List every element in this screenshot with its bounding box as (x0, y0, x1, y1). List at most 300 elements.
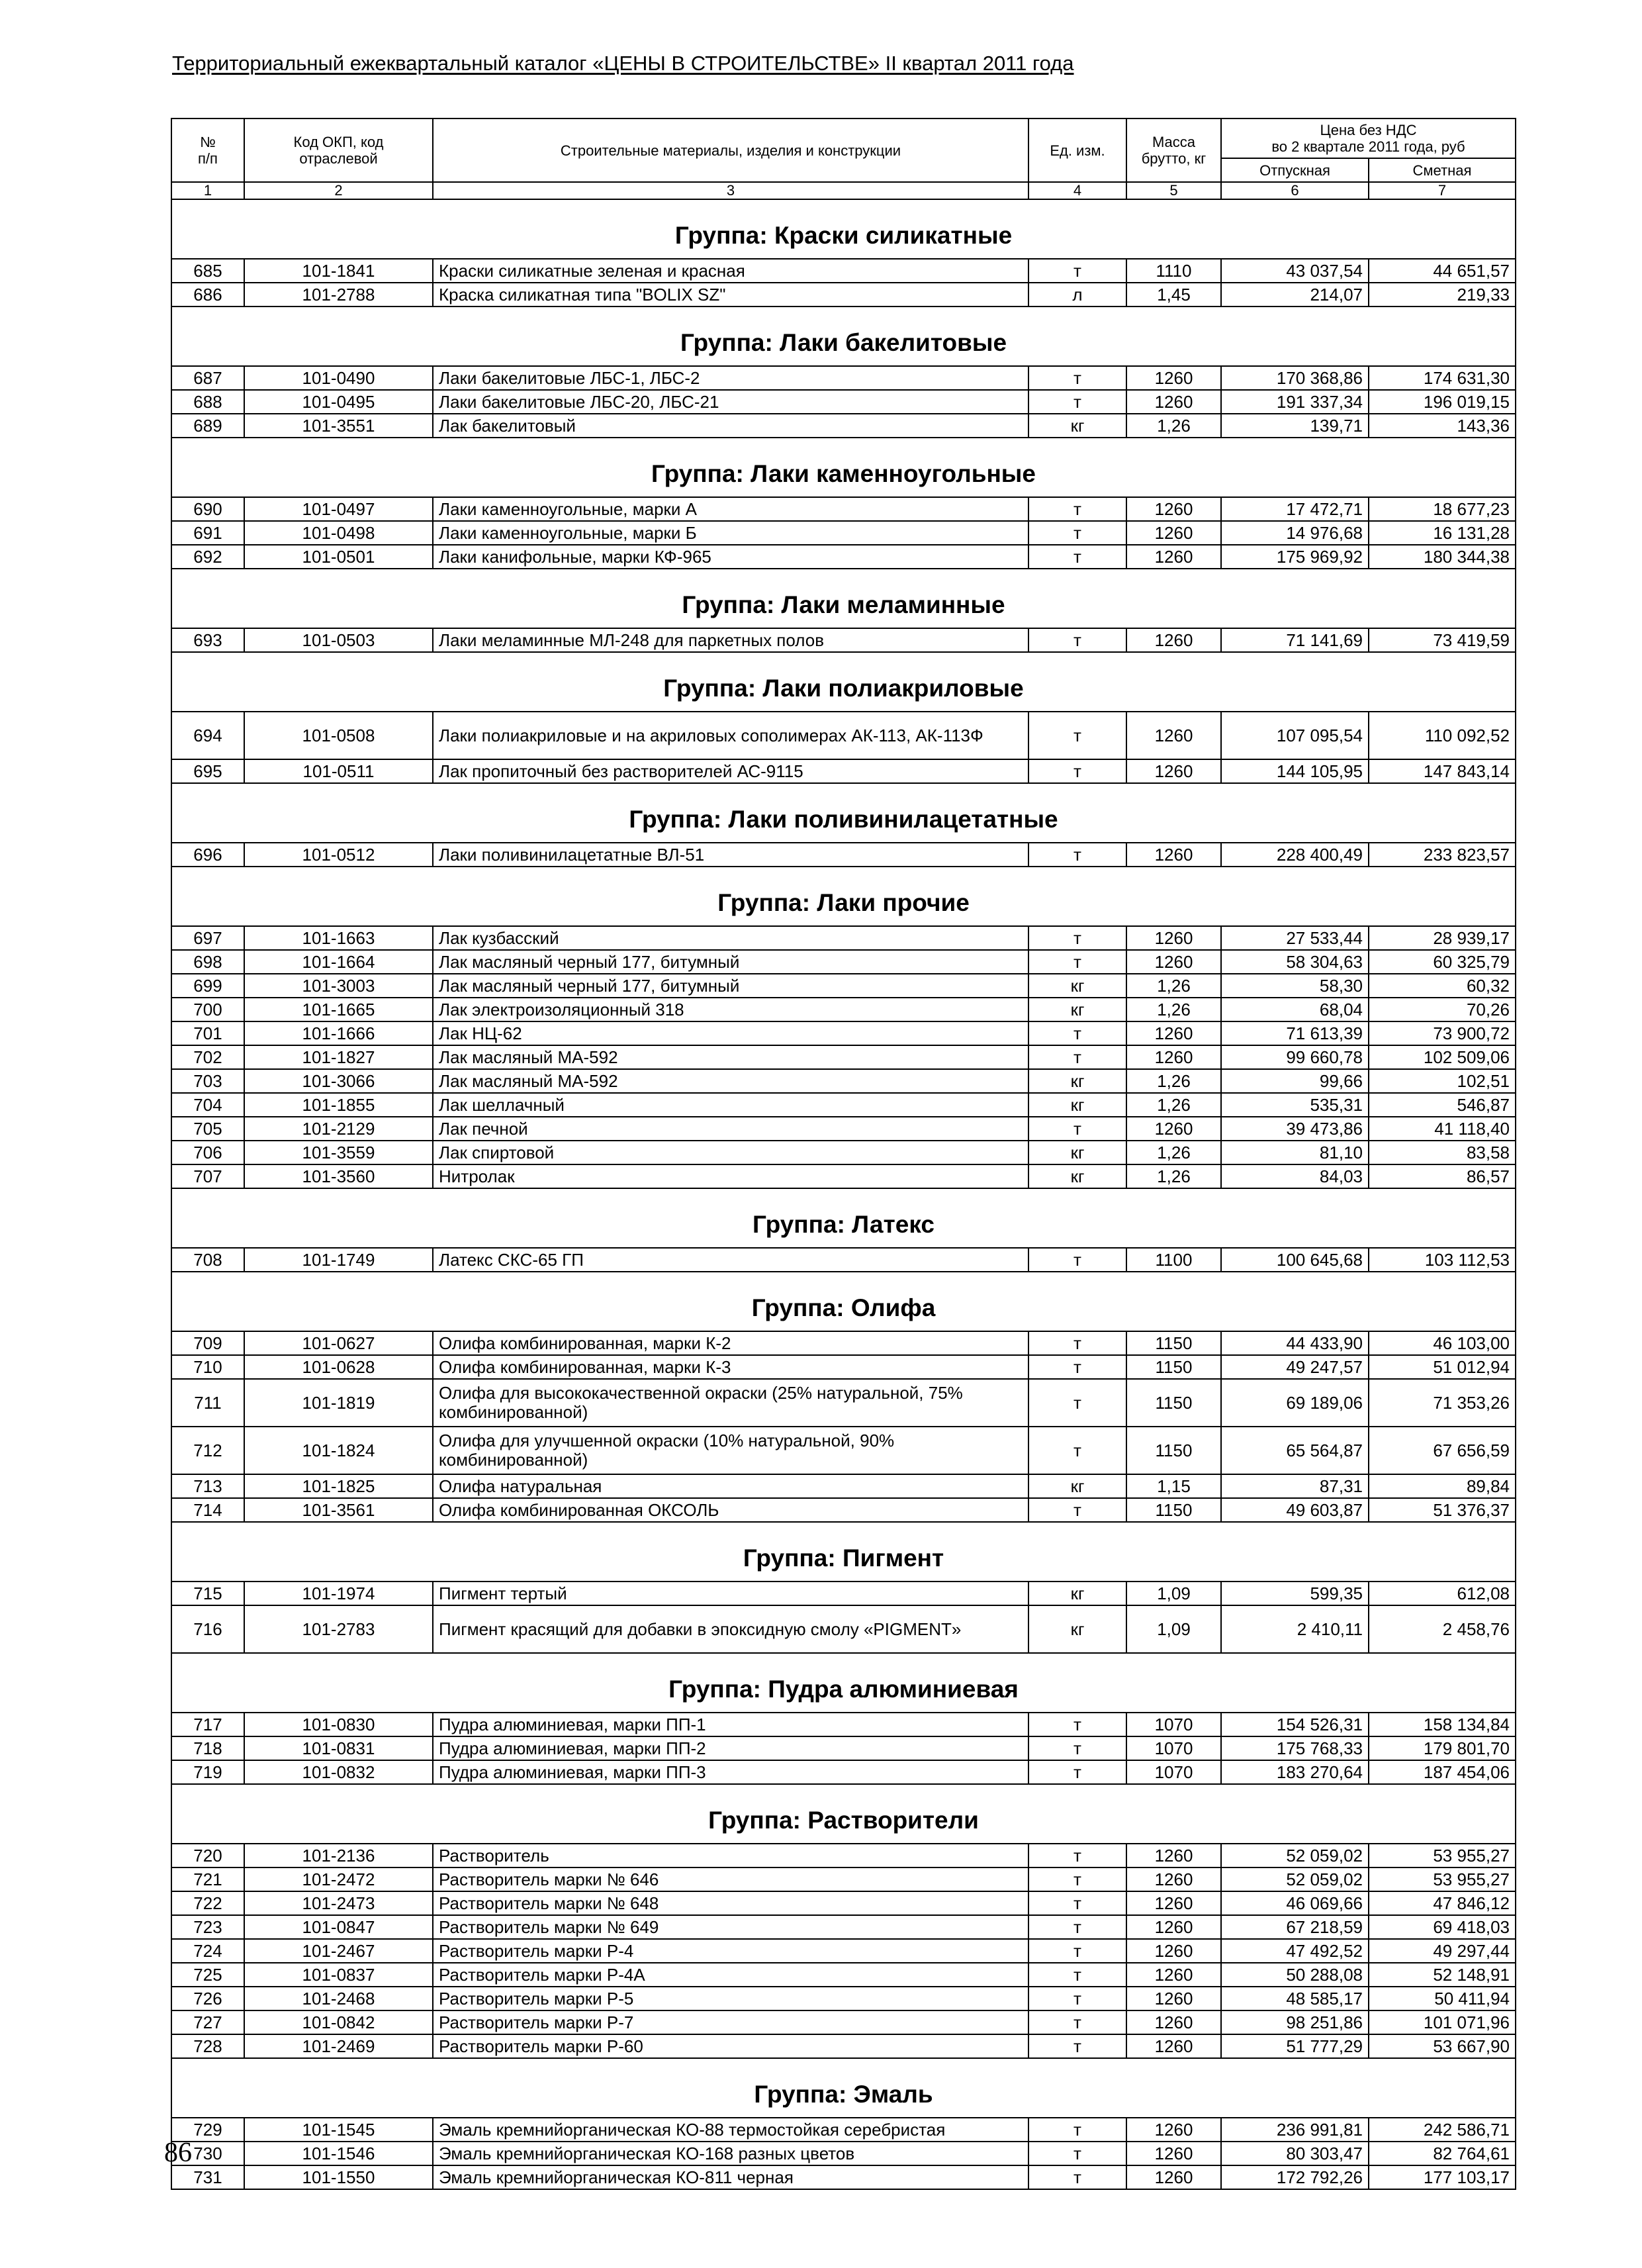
unit: т (1028, 1355, 1126, 1379)
estimate-price: 53 955,27 (1369, 1867, 1516, 1891)
estimate-price: 16 131,28 (1369, 521, 1516, 545)
table-row (171, 950, 1516, 974)
release-price: 48 585,17 (1221, 1987, 1369, 2010)
estimate-price: 110 092,52 (1369, 712, 1516, 759)
estimate-price: 177 103,17 (1369, 2165, 1516, 2189)
unit: т (1028, 1248, 1126, 1272)
row-number: 707 (171, 1164, 244, 1188)
unit: т (1028, 712, 1126, 759)
release-price: 99 660,78 (1221, 1045, 1369, 1069)
okp-code: 101-1824 (244, 1427, 433, 1474)
material-name: Лак масляный МА-592 (433, 1069, 1028, 1093)
row-number: 691 (171, 521, 244, 545)
row-number: 714 (171, 1498, 244, 1522)
group-row (171, 199, 1516, 259)
group-row (171, 1784, 1516, 1844)
unit: т (1028, 1021, 1126, 1045)
mass-gross: 1,26 (1126, 998, 1221, 1021)
estimate-price: 73 900,72 (1369, 1021, 1516, 1045)
table-row (171, 1867, 1516, 1891)
mass-gross: 1260 (1126, 1045, 1221, 1069)
table-row (171, 414, 1516, 438)
estimate-price: 50 411,94 (1369, 1987, 1516, 2010)
estimate-price: 83,58 (1369, 1141, 1516, 1164)
mass-gross: 1260 (1126, 2118, 1221, 2142)
material-name: Краски силикатные зеленая и красная (433, 259, 1028, 283)
release-price: 535,31 (1221, 1093, 1369, 1117)
okp-code: 101-3066 (244, 1069, 433, 1093)
row-number: 701 (171, 1021, 244, 1045)
row-number: 705 (171, 1117, 244, 1141)
row-number: 687 (171, 366, 244, 390)
row-number: 708 (171, 1248, 244, 1272)
unit: кг (1028, 998, 1126, 1021)
release-price: 46 069,66 (1221, 1891, 1369, 1915)
mass-gross: 1260 (1126, 497, 1221, 521)
table-row (171, 1939, 1516, 1963)
row-number: 699 (171, 974, 244, 998)
material-name: Лаки полиакриловые и на акриловых сополимерах АК-113, АК-113Ф (433, 712, 1028, 759)
estimate-price: 158 134,84 (1369, 1713, 1516, 1736)
release-price: 107 095,54 (1221, 712, 1369, 759)
okp-code: 101-0497 (244, 497, 433, 521)
release-price: 87,31 (1221, 1474, 1369, 1498)
table-row (171, 1474, 1516, 1498)
estimate-price: 73 419,59 (1369, 628, 1516, 652)
estimate-price: 47 846,12 (1369, 1891, 1516, 1915)
table-row (171, 1093, 1516, 1117)
unit: кг (1028, 1141, 1126, 1164)
mass-gross: 1260 (1126, 1891, 1221, 1915)
row-number: 722 (171, 1891, 244, 1915)
table-row (171, 1605, 1516, 1653)
estimate-price: 147 843,14 (1369, 759, 1516, 783)
okp-code: 101-2468 (244, 1987, 433, 2010)
row-number: 688 (171, 390, 244, 414)
row-number: 712 (171, 1427, 244, 1474)
unit: т (1028, 1427, 1126, 1474)
mass-gross: 1100 (1126, 1248, 1221, 1272)
unit: т (1028, 1117, 1126, 1141)
estimate-price: 71 353,26 (1369, 1379, 1516, 1427)
group-title: Группа: Латекс (171, 1188, 1516, 1248)
okp-code: 101-2467 (244, 1939, 433, 1963)
material-name: Эмаль кремнийорганическая КО-811 черная (433, 2165, 1028, 2189)
estimate-price: 102,51 (1369, 1069, 1516, 1093)
okp-code: 101-1545 (244, 2118, 433, 2142)
table-row (171, 1141, 1516, 1164)
estimate-price: 69 418,03 (1369, 1915, 1516, 1939)
material-name: Растворитель марки Р-7 (433, 2010, 1028, 2034)
header-name: Строительные материалы, изделия и конструкции (433, 118, 1028, 182)
table-row (171, 1117, 1516, 1141)
mass-gross: 1,26 (1126, 414, 1221, 438)
okp-code: 101-3561 (244, 1498, 433, 1522)
group-title: Группа: Лаки прочие (171, 867, 1516, 926)
material-name: Лаки бакелитовые ЛБС-20, ЛБС-21 (433, 390, 1028, 414)
release-price: 98 251,86 (1221, 2010, 1369, 2034)
row-number: 686 (171, 283, 244, 307)
table-row (171, 1963, 1516, 1987)
row-number: 727 (171, 2010, 244, 2034)
mass-gross: 1150 (1126, 1355, 1221, 1379)
table-row (171, 1713, 1516, 1736)
okp-code: 101-0501 (244, 545, 433, 569)
material-name: Лак электроизоляционный 318 (433, 998, 1028, 1021)
mass-gross: 1260 (1126, 2165, 1221, 2189)
okp-code: 101-0508 (244, 712, 433, 759)
mass-gross: 1260 (1126, 366, 1221, 390)
estimate-price: 219,33 (1369, 283, 1516, 307)
row-number: 704 (171, 1093, 244, 1117)
material-name: Олифа комбинированная ОКСОЛЬ (433, 1498, 1028, 1522)
header-mass: Масса брутто, кг (1126, 118, 1221, 182)
table-row (171, 521, 1516, 545)
material-name: Растворитель марки Р-4 (433, 1939, 1028, 1963)
row-number: 729 (171, 2118, 244, 2142)
release-price: 58 304,63 (1221, 950, 1369, 974)
okp-code: 101-2473 (244, 1891, 433, 1915)
row-number: 709 (171, 1331, 244, 1355)
table-row (171, 2118, 1516, 2142)
table-row (171, 1736, 1516, 1760)
mass-gross: 1260 (1126, 1939, 1221, 1963)
group-title: Группа: Пигмент (171, 1522, 1516, 1582)
row-number: 703 (171, 1069, 244, 1093)
release-price: 43 037,54 (1221, 259, 1369, 283)
unit: т (1028, 259, 1126, 283)
material-name: Краска силикатная типа "BOLIX SZ" (433, 283, 1028, 307)
unit: т (1028, 497, 1126, 521)
okp-code: 101-0503 (244, 628, 433, 652)
header-code: Код ОКП, код отраслевой (244, 118, 433, 182)
unit: л (1028, 283, 1126, 307)
mass-gross: 1070 (1126, 1760, 1221, 1784)
material-name: Растворитель марки Р-4А (433, 1963, 1028, 1987)
material-name: Лаки меламинные МЛ-248 для паркетных полов (433, 628, 1028, 652)
material-name: Олифа для улучшенной окраски (10% натуральной, 90% комбинированной) (433, 1427, 1028, 1474)
unit: т (1028, 390, 1126, 414)
release-price: 14 976,68 (1221, 521, 1369, 545)
estimate-price: 53 955,27 (1369, 1844, 1516, 1867)
row-number: 690 (171, 497, 244, 521)
material-name: Лаки поливинилацетатные ВЛ-51 (433, 843, 1028, 867)
estimate-price: 2 458,76 (1369, 1605, 1516, 1653)
mass-gross: 1150 (1126, 1498, 1221, 1522)
okp-code: 101-0842 (244, 2010, 433, 2034)
group-row (171, 783, 1516, 843)
material-name: Растворитель марки Р-60 (433, 2034, 1028, 2058)
table-header (171, 118, 1516, 199)
okp-code: 101-2136 (244, 1844, 433, 1867)
estimate-price: 52 148,91 (1369, 1963, 1516, 1987)
table-row (171, 1760, 1516, 1784)
release-price: 17 472,71 (1221, 497, 1369, 521)
release-price: 99,66 (1221, 1069, 1369, 1093)
estimate-price: 546,87 (1369, 1093, 1516, 1117)
table-row (171, 2142, 1516, 2165)
table-row (171, 1891, 1516, 1915)
mass-gross: 1,26 (1126, 974, 1221, 998)
release-price: 52 059,02 (1221, 1867, 1369, 1891)
table-row (171, 390, 1516, 414)
estimate-price: 67 656,59 (1369, 1427, 1516, 1474)
table-body (171, 199, 1516, 2189)
group-row (171, 569, 1516, 628)
unit: т (1028, 1939, 1126, 1963)
row-number: 721 (171, 1867, 244, 1891)
group-row (171, 2058, 1516, 2118)
group-row (171, 867, 1516, 926)
row-number: 725 (171, 1963, 244, 1987)
estimate-price: 49 297,44 (1369, 1939, 1516, 1963)
unit: т (1028, 545, 1126, 569)
page-number: 86 (164, 2138, 192, 2168)
estimate-price: 82 764,61 (1369, 2142, 1516, 2165)
column-number: 3 (433, 182, 1028, 199)
okp-code: 101-0495 (244, 390, 433, 414)
group-title: Группа: Краски силикатные (171, 199, 1516, 259)
group-row (171, 307, 1516, 366)
material-name: Лак масляный черный 177, битумный (433, 974, 1028, 998)
release-price: 84,03 (1221, 1164, 1369, 1188)
okp-code: 101-0490 (244, 366, 433, 390)
release-price: 68,04 (1221, 998, 1369, 1021)
unit: т (1028, 2010, 1126, 2034)
table-row (171, 1582, 1516, 1605)
release-price: 71 613,39 (1221, 1021, 1369, 1045)
material-name: Пигмент красящий для добавки в эпоксидную смолу «PIGMENT» (433, 1605, 1028, 1653)
material-name: Олифа натуральная (433, 1474, 1028, 1498)
header-unit: Ед. изм. (1028, 118, 1126, 182)
unit: т (1028, 1045, 1126, 1069)
material-name: Растворитель марки № 646 (433, 1867, 1028, 1891)
release-price: 214,07 (1221, 283, 1369, 307)
unit: кг (1028, 1582, 1126, 1605)
unit: т (1028, 366, 1126, 390)
release-price: 27 533,44 (1221, 926, 1369, 950)
mass-gross: 1260 (1126, 2034, 1221, 2058)
okp-code: 101-2783 (244, 1605, 433, 1653)
material-name: Лаки канифольные, марки КФ-965 (433, 545, 1028, 569)
table-row (171, 283, 1516, 307)
row-number: 717 (171, 1713, 244, 1736)
unit: т (1028, 1331, 1126, 1355)
group-title: Группа: Пудра алюминиевая (171, 1653, 1516, 1713)
okp-code: 101-0832 (244, 1760, 433, 1784)
material-name: Лак кузбасский (433, 926, 1028, 950)
group-title: Группа: Лаки каменноугольные (171, 438, 1516, 497)
material-name: Олифа комбинированная, марки К-3 (433, 1355, 1028, 1379)
release-price: 175 969,92 (1221, 545, 1369, 569)
unit: т (1028, 2142, 1126, 2165)
material-name: Лак масляный черный 177, битумный (433, 950, 1028, 974)
material-name: Пудра алюминиевая, марки ПП-1 (433, 1713, 1028, 1736)
material-name: Нитролак (433, 1164, 1028, 1188)
row-number: 698 (171, 950, 244, 974)
mass-gross: 1260 (1126, 843, 1221, 867)
release-price: 599,35 (1221, 1582, 1369, 1605)
release-price: 49 603,87 (1221, 1498, 1369, 1522)
material-name: Лак печной (433, 1117, 1028, 1141)
table-row (171, 974, 1516, 998)
group-row (171, 438, 1516, 497)
material-name: Эмаль кремнийорганическая КО-88 термостойкая серебристая (433, 2118, 1028, 2142)
mass-gross: 1150 (1126, 1379, 1221, 1427)
material-name: Лак бакелитовый (433, 414, 1028, 438)
estimate-price: 233 823,57 (1369, 843, 1516, 867)
okp-code: 101-0628 (244, 1355, 433, 1379)
mass-gross: 1150 (1126, 1331, 1221, 1355)
mass-gross: 1070 (1126, 1713, 1221, 1736)
release-price: 191 337,34 (1221, 390, 1369, 414)
unit: т (1028, 1963, 1126, 1987)
unit: т (1028, 2165, 1126, 2189)
table-row (171, 1844, 1516, 1867)
row-number: 689 (171, 414, 244, 438)
row-number: 728 (171, 2034, 244, 2058)
mass-gross: 1260 (1126, 1867, 1221, 1891)
material-name: Растворитель марки № 649 (433, 1915, 1028, 1939)
row-number: 706 (171, 1141, 244, 1164)
column-number: 4 (1028, 182, 1126, 199)
estimate-price: 612,08 (1369, 1582, 1516, 1605)
mass-gross: 1260 (1126, 1844, 1221, 1867)
unit: т (1028, 521, 1126, 545)
table-row (171, 1069, 1516, 1093)
mass-gross: 1070 (1126, 1736, 1221, 1760)
material-name: Пигмент тертый (433, 1582, 1028, 1605)
okp-code: 101-1546 (244, 2142, 433, 2165)
column-number: 5 (1126, 182, 1221, 199)
group-title: Группа: Растворители (171, 1784, 1516, 1844)
table-row (171, 759, 1516, 783)
okp-code: 101-1749 (244, 1248, 433, 1272)
okp-code: 101-1819 (244, 1379, 433, 1427)
mass-gross: 1,09 (1126, 1605, 1221, 1653)
material-name: Лак пропиточный без растворителей АС-9115 (433, 759, 1028, 783)
unit: т (1028, 1987, 1126, 2010)
unit: т (1028, 1736, 1126, 1760)
release-price: 71 141,69 (1221, 628, 1369, 652)
release-price: 172 792,26 (1221, 2165, 1369, 2189)
group-title: Группа: Лаки полиакриловые (171, 652, 1516, 712)
group-row (171, 1653, 1516, 1713)
mass-gross: 1260 (1126, 390, 1221, 414)
release-price: 144 105,95 (1221, 759, 1369, 783)
estimate-price: 89,84 (1369, 1474, 1516, 1498)
group-row (171, 1272, 1516, 1331)
row-number: 724 (171, 1939, 244, 1963)
release-price: 67 218,59 (1221, 1915, 1369, 1939)
mass-gross: 1,45 (1126, 283, 1221, 307)
table-row (171, 1248, 1516, 1272)
release-price: 50 288,08 (1221, 1963, 1369, 1987)
mass-gross: 1,26 (1126, 1141, 1221, 1164)
table-row (171, 2034, 1516, 2058)
table-row (171, 2010, 1516, 2034)
price-table (171, 118, 1516, 2190)
material-name: Лак шеллачный (433, 1093, 1028, 1117)
okp-code: 101-1841 (244, 259, 433, 283)
material-name: Растворитель (433, 1844, 1028, 1867)
okp-code: 101-2469 (244, 2034, 433, 2058)
table-row (171, 2165, 1516, 2189)
estimate-price: 180 344,38 (1369, 545, 1516, 569)
unit: т (1028, 759, 1126, 783)
group-title: Группа: Лаки поливинилацетатные (171, 783, 1516, 843)
material-name: Лак масляный МА-592 (433, 1045, 1028, 1069)
release-price: 175 768,33 (1221, 1736, 1369, 1760)
estimate-price: 101 071,96 (1369, 2010, 1516, 2034)
page-title: Территориальный ежеквартальный каталог «ЦЕНЫ В СТРОИТЕЛЬСТВЕ» II квартал 2011 года (172, 52, 1074, 75)
okp-code: 101-3551 (244, 414, 433, 438)
mass-gross: 1260 (1126, 1117, 1221, 1141)
okp-code: 101-0511 (244, 759, 433, 783)
unit: т (1028, 628, 1126, 652)
unit: т (1028, 950, 1126, 974)
column-numbers-row (171, 182, 1516, 199)
release-price: 228 400,49 (1221, 843, 1369, 867)
mass-gross: 1260 (1126, 712, 1221, 759)
row-number: 692 (171, 545, 244, 569)
estimate-price: 196 019,15 (1369, 390, 1516, 414)
mass-gross: 1260 (1126, 1963, 1221, 1987)
unit: кг (1028, 974, 1126, 998)
estimate-price: 86,57 (1369, 1164, 1516, 1188)
row-number: 710 (171, 1355, 244, 1379)
group-row (171, 1188, 1516, 1248)
okp-code: 101-1666 (244, 1021, 433, 1045)
column-number: 6 (1221, 182, 1369, 199)
row-number: 694 (171, 712, 244, 759)
estimate-price: 174 631,30 (1369, 366, 1516, 390)
unit: т (1028, 1713, 1126, 1736)
row-number: 713 (171, 1474, 244, 1498)
release-price: 183 270,64 (1221, 1760, 1369, 1784)
estimate-price: 53 667,90 (1369, 2034, 1516, 2058)
release-price: 81,10 (1221, 1141, 1369, 1164)
mass-gross: 1150 (1126, 1427, 1221, 1474)
unit: кг (1028, 1605, 1126, 1653)
unit: т (1028, 1760, 1126, 1784)
estimate-price: 70,26 (1369, 998, 1516, 1021)
row-number: 726 (171, 1987, 244, 2010)
okp-code: 101-0847 (244, 1915, 433, 1939)
mass-gross: 1260 (1126, 950, 1221, 974)
release-price: 39 473,86 (1221, 1117, 1369, 1141)
row-number: 716 (171, 1605, 244, 1653)
table-row (171, 545, 1516, 569)
row-number: 731 (171, 2165, 244, 2189)
release-price: 2 410,11 (1221, 1605, 1369, 1653)
header-num: № п/п (171, 118, 244, 182)
okp-code: 101-3559 (244, 1141, 433, 1164)
table-row (171, 926, 1516, 950)
unit: кг (1028, 1474, 1126, 1498)
row-number: 695 (171, 759, 244, 783)
mass-gross: 1,26 (1126, 1093, 1221, 1117)
estimate-price: 18 677,23 (1369, 497, 1516, 521)
row-number: 711 (171, 1379, 244, 1427)
release-price: 236 991,81 (1221, 2118, 1369, 2142)
material-name: Лаки каменноугольные, марки А (433, 497, 1028, 521)
group-row (171, 1522, 1516, 1582)
release-price: 100 645,68 (1221, 1248, 1369, 1272)
estimate-price: 41 118,40 (1369, 1117, 1516, 1141)
row-number: 718 (171, 1736, 244, 1760)
group-title: Группа: Лаки бакелитовые (171, 307, 1516, 366)
